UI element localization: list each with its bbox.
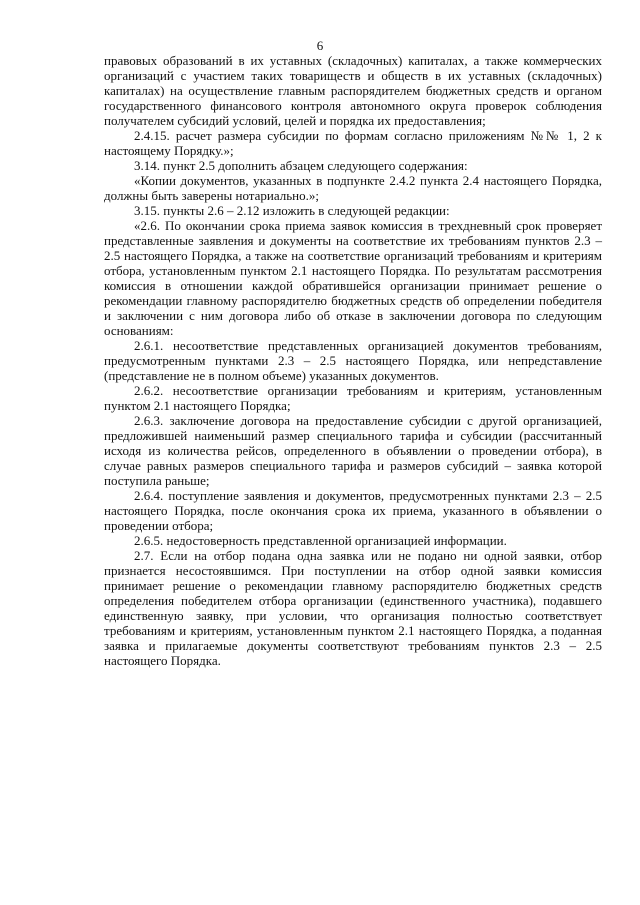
paragraph-item-2-6-5: 2.6.5. недостоверность представленной организацией информации. xyxy=(134,533,507,548)
paragraph-item-2-4-15: 2.4.15. расчет размера субсидии по формам согласно приложениям №№ 1, 2 к настоящему Порядку.»; xyxy=(104,128,602,158)
paragraph-continuation: правовых образований в их уставных (складочных) капиталах, а также коммерческих организаций с участием таких товариществ и обществ в их уставных (складочных) капиталах) на осуществление главным распорядителем бюджетных средств и органом государственного финансового контроля автономного округа проверок соблюдения получателем субсидий условий, целей и порядка их предоставления; xyxy=(104,53,602,128)
paragraph-item-2-6: «2.6. По окончании срока приема заявок комиссия в трехдневный срок проверяет представленные заявления и документы на соответствие их требованиям пунктов 2.3 – 2.5 настоящего Порядка, а также на соответствие организаций требованиям и критериям отбора, установленным пунктом 2.1 настоящего Порядка. По результатам рассмотрения комиссия в отношении каждой обратившейся организации принимает решение о рекомендации главному распорядителю бюджетных средств об определении победителя и заключении с ним договора либо об отказе в заключении договора по следующим основаниям: xyxy=(104,218,602,338)
page-number: 6 xyxy=(316,38,324,53)
paragraph-item-3-15: 3.15. пункты 2.6 – 2.12 изложить в следующей редакции: xyxy=(134,203,450,218)
paragraph-item-2-6-3: 2.6.3. заключение договора на предоставление субсидии с другой организацией, предложившей наименьший размер специального тарифа и субсидии (рассчитанный исходя из количества рейсов, определенного в объявлении о проведении отбора), в случае равных размеров специального тарифа и размеров субсидий – заявка которой поступила раньше; xyxy=(104,413,602,488)
paragraph-item-2-7: 2.7. Если на отбор подана одна заявка или не подано ни одной заявки, отбор признается несостоявшимся. При поступлении на отбор одной заявки комиссия принимает решение о рекомендации главному распорядителю бюджетных средств определения победителем отбора организации (единственного участника), подавшего единственную заявку, при условии, что организация полностью соответствует требованиям и критериям, установленным пунктом 2.1 настоящего Порядка, а поданная заявка и прилагаемые документы соответствуют требованиям пунктов 2.3 – 2.5 настоящего Порядка. xyxy=(104,548,602,668)
paragraph-item-2-6-1: 2.6.1. несоответствие представленных организацией документов требованиям, предусмотренным пунктами 2.3 – 2.5 настоящего Порядка, или непредставление (представление не в полном объеме) указанных документов. xyxy=(104,338,602,383)
paragraph-item-2-6-2: 2.6.2. несоответствие организации требованиям и критериям, установленным пунктом 2.1 настоящего Порядка; xyxy=(104,383,602,413)
paragraph-quote-copies: «Копии документов, указанных в подпункте 2.4.2 пункта 2.4 настоящего Порядка, должны быть заверены нотариально.»; xyxy=(104,173,602,203)
paragraph-item-3-14: 3.14. пункт 2.5 дополнить абзацем следующего содержания: xyxy=(134,158,468,173)
document-body xyxy=(104,53,602,668)
paragraph-item-2-6-4: 2.6.4. поступление заявления и документов, предусмотренных пунктами 2.3 – 2.5 настоящего Порядка, после окончания срока их приема, указанного в объявлении о проведении отбора; xyxy=(104,488,602,533)
